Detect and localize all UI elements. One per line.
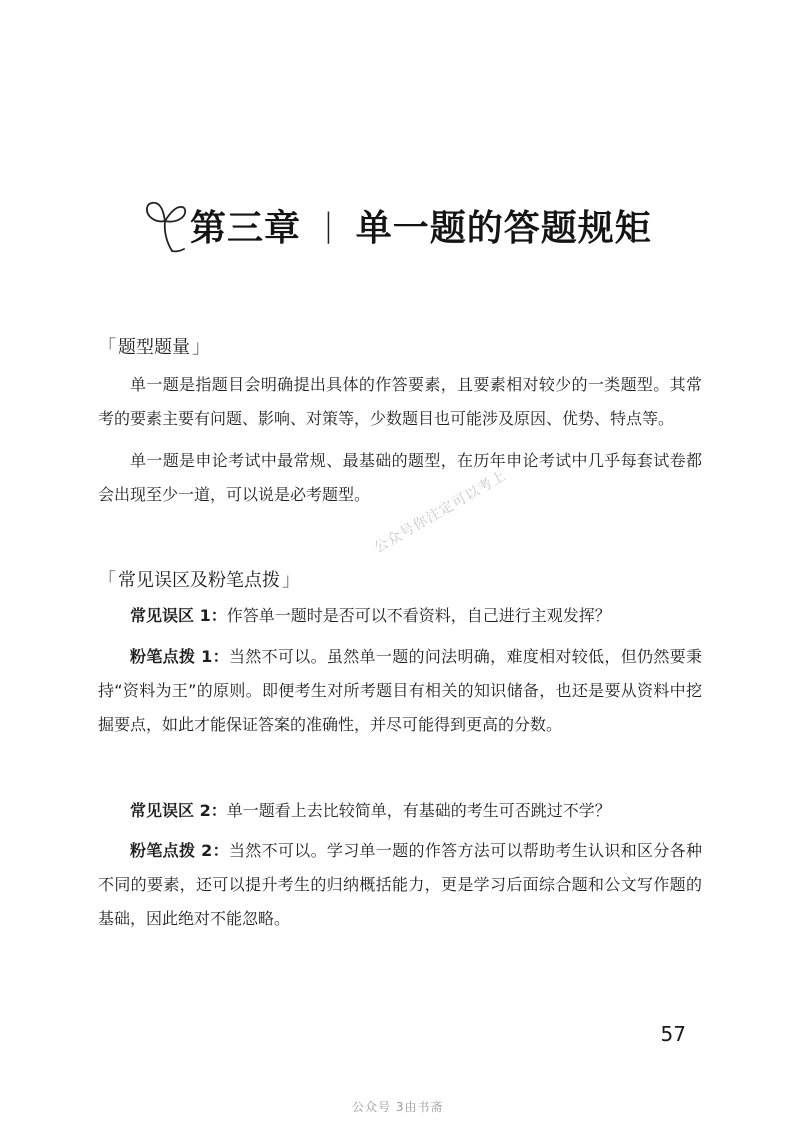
section-heading-text: 常见误区及粉笔点拨	[118, 570, 280, 591]
tip-text: 当然不可以。虽然单一题的问法明确，难度相对较低，但仍然要秉持“资料为王”的原则。即便考生对所考题目有相关的知识储备，也还是要从资料中挖掘要点，如此才能保证答案的准确性，并尽可能得到更高的分数。	[98, 647, 702, 734]
page-number: 57	[660, 1022, 686, 1046]
misconception-label: 常见误区 1：	[130, 606, 227, 625]
tip-2	[98, 834, 702, 936]
tip-label: 粉笔点拨 1：	[130, 647, 229, 666]
paragraph: 单一题是指题目会明确提出具体的作答要素，且要素相对较少的一类题型。其常考的要素主要有问题、影响、对策等，少数题目也可能涉及原因、优势、特点等。	[98, 375, 702, 428]
footer-watermark: 公众号 3由书斋	[352, 1100, 444, 1114]
tip-text: 当然不可以。学习单一题的作答方法可以帮助考生认识和区分各种不同的要素，还可以提升考生的归纳概括能力，更是学习后面综合题和公文写作题的基础，因此绝对不能忽略。	[98, 841, 702, 928]
section-heading-text: 题型题量	[118, 337, 190, 358]
tip-label: 粉笔点拨 2：	[130, 841, 229, 860]
chapter-number: 第三章	[190, 207, 302, 249]
misconception-label: 常见误区 2：	[130, 801, 227, 820]
corner-bracket-open-icon: 「	[98, 570, 116, 591]
section-heading-question-type	[98, 333, 210, 359]
misconception-text: 单一题看上去比较简单，有基础的考生可否跳过不学？	[226, 801, 611, 820]
corner-bracket-close-icon: 」	[192, 337, 210, 358]
chapter-title: 单一题的答题规矩	[355, 207, 652, 249]
paragraph: 单一题是申论考试中最常规、最基础的题型，在历年申论考试中几乎每套试卷都会出现至少一道，可以说是必考题型。	[98, 451, 702, 504]
misconception-1	[98, 599, 702, 633]
chapter-heading	[142, 190, 652, 260]
misconception-text: 作答单一题时是否可以不看资料，自己进行主观发挥？	[226, 606, 611, 625]
tip-1	[98, 640, 702, 742]
misconception-2	[98, 794, 702, 828]
watermark: 公众号你注定可以考上	[371, 467, 510, 557]
corner-bracket-close-icon: 」	[282, 570, 300, 591]
corner-bracket-open-icon: 「	[98, 337, 116, 358]
section-heading-misconceptions	[98, 566, 300, 592]
sprout-icon	[142, 197, 188, 253]
title-separator: |	[323, 206, 334, 244]
